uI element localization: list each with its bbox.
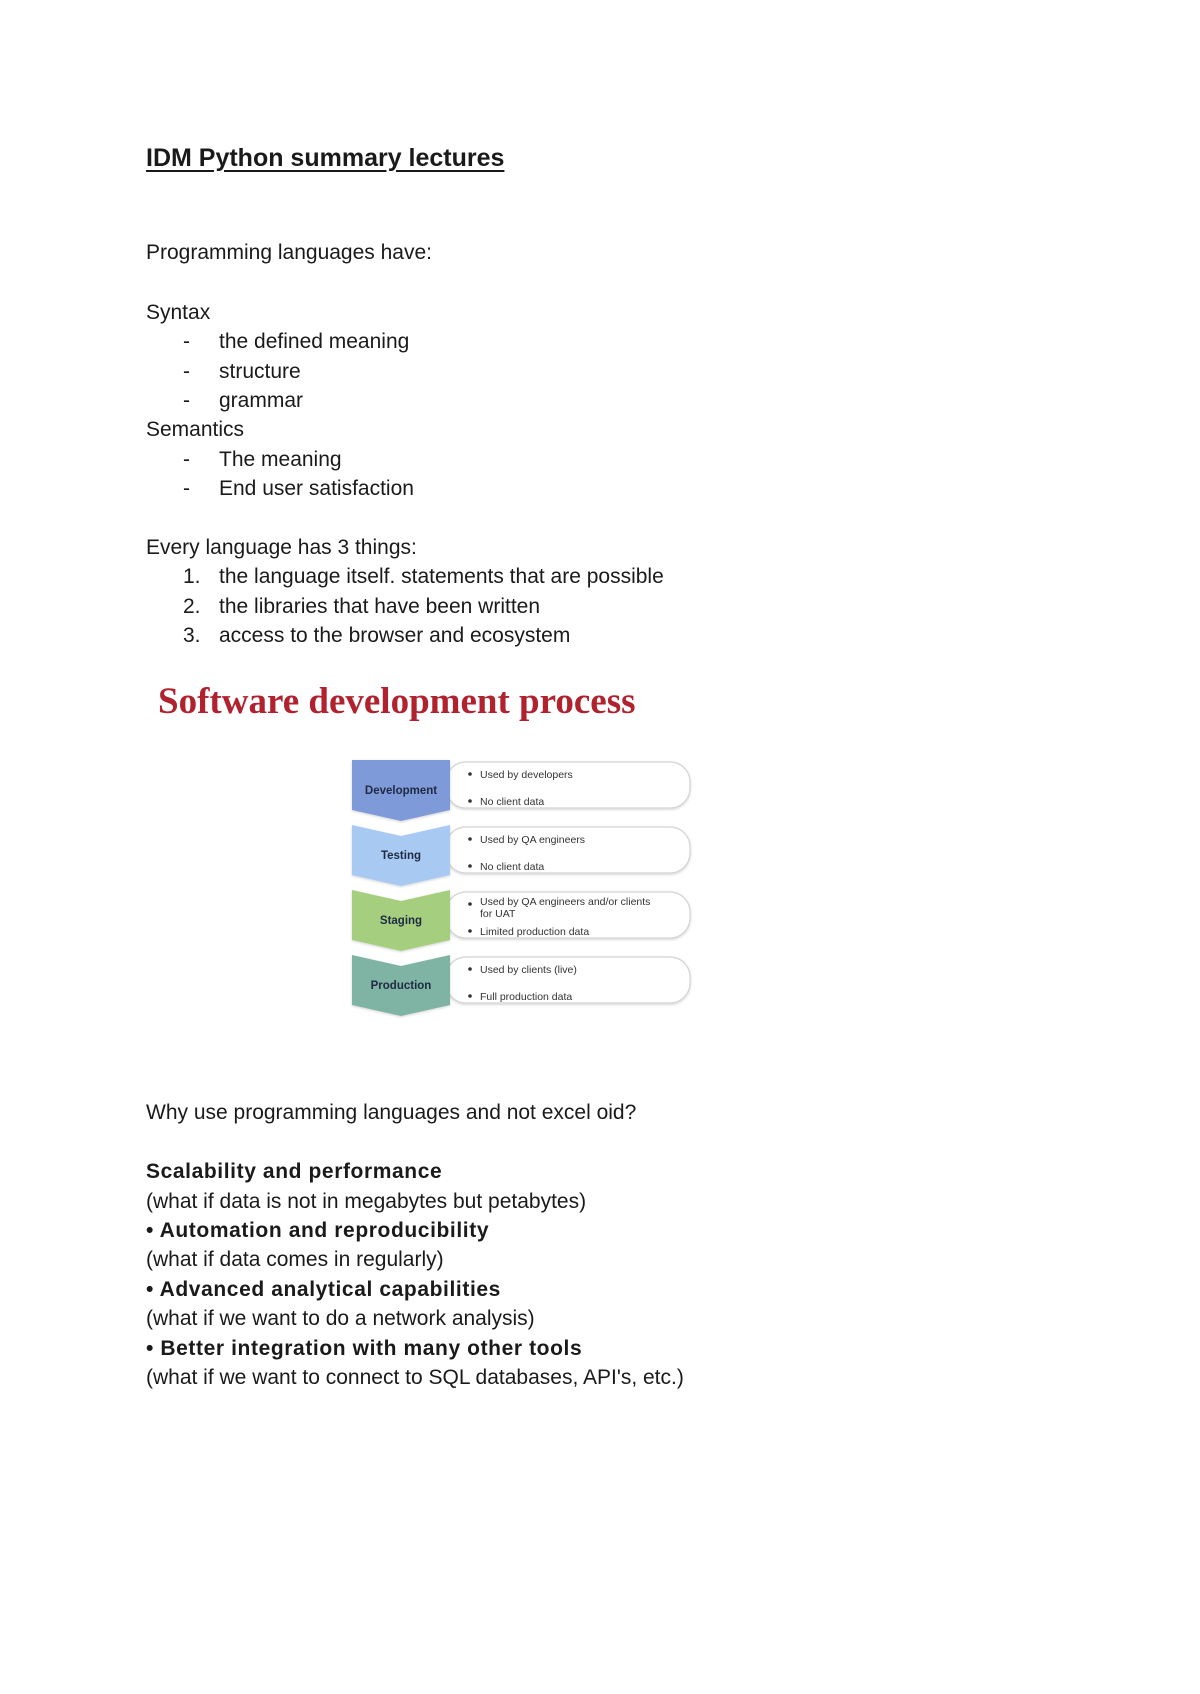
bullet-dot — [468, 967, 472, 971]
why-question: Why use programming languages and not excel oid? — [146, 1101, 637, 1124]
bullet-dot — [468, 772, 472, 776]
bullet-glyph: • — [146, 1337, 154, 1360]
point-heading-text: Scalability and performance — [146, 1160, 443, 1183]
document-title: IDM Python summary lectures — [146, 144, 505, 172]
point-heading-text: Automation and reproducibility — [159, 1219, 490, 1242]
stage-bullet-line: for UAT — [480, 908, 516, 920]
list-item: the libraries that have been written — [219, 595, 541, 618]
bullet-dot — [468, 837, 472, 841]
why-point-heading — [146, 1337, 582, 1361]
dash-bullet: - — [183, 330, 190, 353]
stage-label: Production — [370, 980, 432, 992]
stage-bullet-text: Full production data — [480, 991, 573, 1003]
bullet-glyph: • — [146, 1219, 154, 1242]
semantics-item: End user satisfaction — [219, 477, 414, 500]
why-point-note: (what if data comes in regularly) — [146, 1248, 444, 1271]
why-point-heading — [146, 1160, 442, 1184]
bullet-dot — [468, 799, 472, 803]
syntax-item: the defined meaning — [219, 330, 410, 353]
list-item: the language itself. statements that are possible — [219, 565, 664, 588]
list-number: 3. — [183, 624, 201, 647]
bullet-dot — [468, 864, 472, 868]
point-heading-text: Better integration with many other tools — [160, 1337, 583, 1360]
stage-bullet-text: Used by QA engineers — [480, 834, 586, 846]
process-stage — [352, 955, 690, 1016]
stage-bullet-text: No client data — [480, 796, 545, 808]
stage-label: Development — [364, 785, 438, 797]
dash-bullet: - — [183, 389, 190, 412]
list-number: 1. — [183, 565, 201, 588]
dash-bullet: - — [183, 360, 190, 383]
list-number: 2. — [183, 595, 201, 618]
stage-label: Staging — [379, 915, 423, 927]
why-point-note: (what if we want to do a network analysis) — [146, 1307, 535, 1330]
dash-bullet: - — [183, 477, 190, 500]
stage-label: Testing — [380, 850, 422, 862]
syntax-item: grammar — [219, 389, 304, 412]
every-language-heading: Every language has 3 things: — [146, 536, 417, 559]
bullet-dot — [468, 994, 472, 998]
bullet-glyph: • — [146, 1278, 154, 1301]
intro-text: Programming languages have: — [146, 241, 433, 264]
stage-bullet-text: No client data — [480, 861, 545, 873]
list-item: access to the browser and ecosystem — [219, 624, 571, 647]
dash-bullet: - — [183, 448, 190, 471]
process-stage — [352, 890, 690, 951]
why-point-note: (what if we want to connect to SQL databases, API's, etc.) — [146, 1366, 684, 1389]
syntax-heading: Syntax — [146, 301, 211, 324]
why-point-heading — [146, 1219, 489, 1243]
stage-bullet-text: Limited production data — [480, 926, 590, 938]
point-heading-text: Advanced analytical capabilities — [159, 1278, 501, 1301]
stage-bullet-text: Used by clients (live) — [480, 964, 577, 976]
process-stage — [352, 760, 690, 821]
semantics-item: The meaning — [219, 448, 342, 471]
stage-bullet-line: Used by QA engineers and/or clients — [480, 896, 651, 908]
bullet-dot — [468, 902, 472, 906]
process-stage — [352, 825, 690, 886]
why-point-note: (what if data is not in megabytes but petabytes) — [146, 1190, 587, 1213]
why-point-heading — [146, 1278, 501, 1302]
bullet-dot — [468, 929, 472, 933]
stage-bullet-text: Used by developers — [480, 769, 573, 781]
semantics-heading: Semantics — [146, 418, 245, 441]
syntax-item: structure — [219, 360, 301, 383]
diagram-title: Software development process — [158, 681, 636, 722]
